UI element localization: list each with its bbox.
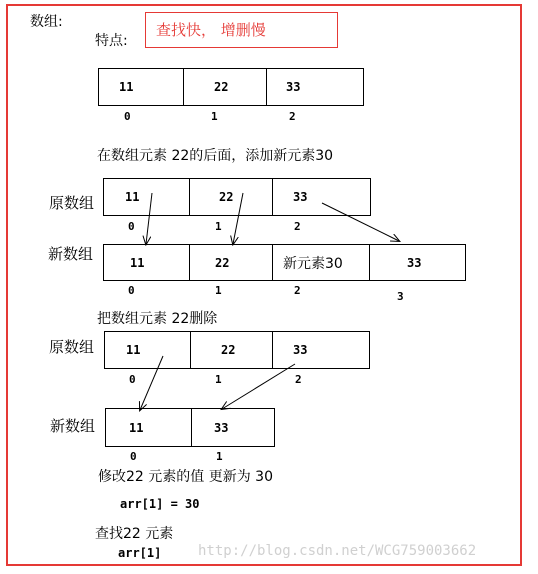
array-cell: 11 bbox=[105, 332, 191, 368]
array-index: 2 bbox=[289, 110, 296, 123]
arrow-line bbox=[322, 203, 399, 241]
array-index: 1 bbox=[215, 220, 222, 233]
new-array-label: 新数组 bbox=[48, 245, 94, 263]
features-label: 特点: bbox=[95, 33, 128, 49]
array-cell: 33 bbox=[407, 255, 422, 270]
array-index: 0 bbox=[130, 450, 137, 463]
array-index: 0 bbox=[124, 110, 131, 123]
modify-code: arr[1] = 30 bbox=[120, 497, 200, 511]
array-index: 1 bbox=[215, 284, 222, 297]
array-index: 2 bbox=[294, 220, 301, 233]
modify-section-title: 修改22 元素的值 更新为 30 bbox=[98, 469, 273, 485]
array-cell: 22 bbox=[190, 245, 273, 280]
array-index: 3 bbox=[397, 290, 404, 303]
array-index: 1 bbox=[211, 110, 218, 123]
array-index: 0 bbox=[129, 373, 136, 386]
delete-section-title: 把数组元素 22删除 bbox=[97, 311, 218, 327]
array-cell: 22 bbox=[191, 332, 273, 368]
find-section-title: 查找22 元素 bbox=[95, 526, 174, 542]
arrow-line bbox=[140, 356, 163, 410]
arrow-line bbox=[146, 193, 152, 244]
array-index: 1 bbox=[216, 450, 223, 463]
add-section-title: 在数组元素 22的后面，添加新元素30 bbox=[97, 148, 334, 164]
array-index: 0 bbox=[128, 284, 135, 297]
array-cell: 11 bbox=[104, 245, 190, 280]
array-cell: 11 bbox=[104, 179, 190, 215]
array-cell: 33 bbox=[293, 343, 308, 357]
find-code: arr[1] bbox=[118, 546, 162, 560]
new-array-label: 新数组 bbox=[50, 417, 96, 435]
array-cell: 33 bbox=[293, 190, 308, 204]
array-cell: 33 bbox=[286, 80, 301, 94]
features-callout: 查找快， 增删慢 bbox=[145, 12, 338, 48]
array-index: 0 bbox=[128, 220, 135, 233]
array-cell: 22 bbox=[184, 69, 267, 105]
arrow-line bbox=[233, 193, 243, 244]
array-index: 2 bbox=[294, 284, 301, 297]
original-array-label: 原数组 bbox=[49, 194, 95, 212]
array-cell: 11 bbox=[99, 69, 184, 105]
watermark: http://blog.csdn.net/WCG759003662 bbox=[198, 543, 477, 559]
array-index: 2 bbox=[295, 373, 302, 386]
diagram-heading: 数组: bbox=[30, 14, 63, 30]
array-index: 1 bbox=[215, 373, 222, 386]
original-array-label: 原数组 bbox=[49, 338, 95, 356]
array-cell: 33 bbox=[214, 420, 229, 435]
array-cell: 22 bbox=[190, 179, 273, 215]
arrow-line bbox=[222, 364, 295, 409]
array-cell: 11 bbox=[106, 409, 192, 446]
array-cell-new-element: 新元素30 bbox=[283, 255, 343, 272]
